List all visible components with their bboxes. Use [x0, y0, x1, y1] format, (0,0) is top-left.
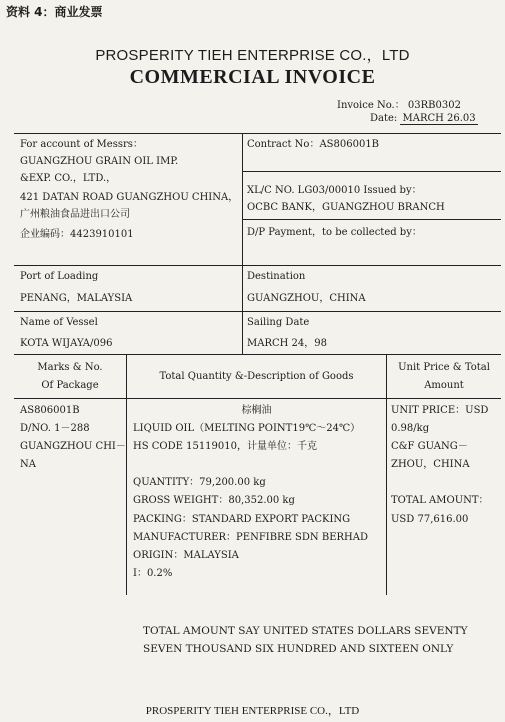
rule-header	[14, 354, 501, 355]
port-loading: PENANG，MALAYSIA	[20, 293, 133, 304]
destination-label: Destination	[247, 271, 306, 282]
desc-line: MANUFACTURER：PENFIBRE SDN BERHAD	[133, 532, 368, 543]
rule-ports	[14, 265, 501, 266]
account-line: 421 DATAN ROAD GUANGZHOU CHINA，	[20, 192, 239, 203]
col-header-price: Amount	[424, 380, 464, 391]
invoice-no-value: 03RB0302	[407, 100, 461, 111]
marks-line: GUANGZHOU CHI－	[20, 441, 126, 452]
col-header-marks: Marks & No.	[37, 362, 103, 373]
account-line: 广州粮油食品进出口公司	[20, 209, 130, 220]
col-header-marks: Of Package	[41, 380, 99, 391]
sailing-label: Sailing Date	[247, 317, 310, 328]
invoice-title: COMMERCIAL INVOICE	[129, 66, 376, 88]
rule-mid-vertical	[242, 133, 243, 354]
company-name: PROSPERITY TIEH ENTERPRISE CO.，LTD	[95, 47, 410, 64]
col-header-price: Unit Price & Total	[398, 362, 490, 373]
rule-col1	[126, 354, 127, 595]
rule-contract	[242, 171, 501, 172]
invoice-no-row	[337, 96, 461, 111]
invoice-no-label: Invoice No.：	[337, 100, 405, 111]
rule-top	[14, 133, 501, 134]
account-line: 企业编码：4423910101	[20, 229, 134, 240]
marks-line: D/NO. 1－288	[20, 423, 90, 434]
desc-line: I：0.2%	[133, 568, 173, 579]
col-header-desc: Total Quantity &-Description of Goods	[159, 371, 354, 382]
marks-line: NA	[20, 459, 36, 470]
desc-line: GROSS WEIGHT：80,352.00 kg	[133, 495, 295, 506]
rule-body	[14, 398, 501, 399]
desc-line: ORIGIN：MALAYSIA	[133, 550, 239, 561]
account-label: For account of Messrs：	[20, 139, 143, 150]
footer-company: PROSPERITY TIEH ENTERPRISE CO.，LTD	[145, 705, 360, 717]
vessel-label: Name of Vessel	[20, 317, 98, 328]
dp-payment: D/P Payment，to be collected by：	[247, 227, 422, 238]
sailing-date: MARCH 24，98	[247, 338, 327, 349]
goods-chinese-name: 棕榈油	[241, 405, 272, 416]
desc-line: LIQUID OIL（MELTING POINT19℃～24℃）	[133, 423, 361, 434]
amount-in-words: SEVEN THOUSAND SIX HUNDRED AND SIXTEEN ONLY	[143, 643, 454, 655]
lc-line: XL/C NO. LG03/00010 Issued by：	[247, 185, 422, 196]
destination: GUANGZHOU，CHINA	[247, 293, 366, 304]
marks-line: AS806001B	[20, 405, 80, 416]
price-line: C&F GUANG－	[391, 441, 468, 452]
rule-vessel	[14, 311, 501, 312]
price-line: ZHOU，CHINA	[391, 459, 470, 470]
document-label: 资料 4：商业发票	[6, 5, 103, 19]
date-label: Date:	[370, 113, 398, 124]
total-amount-label: TOTAL AMOUNT：	[391, 495, 489, 506]
desc-line: HS CODE 15119010，计量单位：千克	[133, 441, 317, 452]
port-loading-label: Port of Loading	[20, 271, 99, 282]
price-line: UNIT PRICE：USD	[391, 405, 489, 416]
account-line: GUANGZHOU GRAIN OIL IMP.	[20, 156, 179, 167]
lc-line: OCBC BANK，GUANGZHOU BRANCH	[247, 202, 445, 213]
price-line: 0.98/kg	[391, 423, 430, 434]
contract-no: Contract No：AS806001B	[247, 139, 380, 150]
date-value: MARCH 26.03	[402, 113, 476, 124]
vessel-name: KOTA WIJAYA/096	[20, 338, 113, 349]
account-line: &EXP. CO.，LTD.，	[20, 173, 117, 184]
desc-line: QUANTITY：79,200.00 kg	[133, 477, 266, 488]
total-amount-value: USD 77,616.00	[391, 514, 469, 525]
date-row	[370, 113, 478, 124]
amount-in-words: TOTAL AMOUNT SAY UNITED STATES DOLLARS SEVENTY	[143, 625, 468, 637]
rule-lc	[242, 219, 501, 220]
desc-line: PACKING：STANDARD EXPORT PACKING	[133, 514, 351, 525]
